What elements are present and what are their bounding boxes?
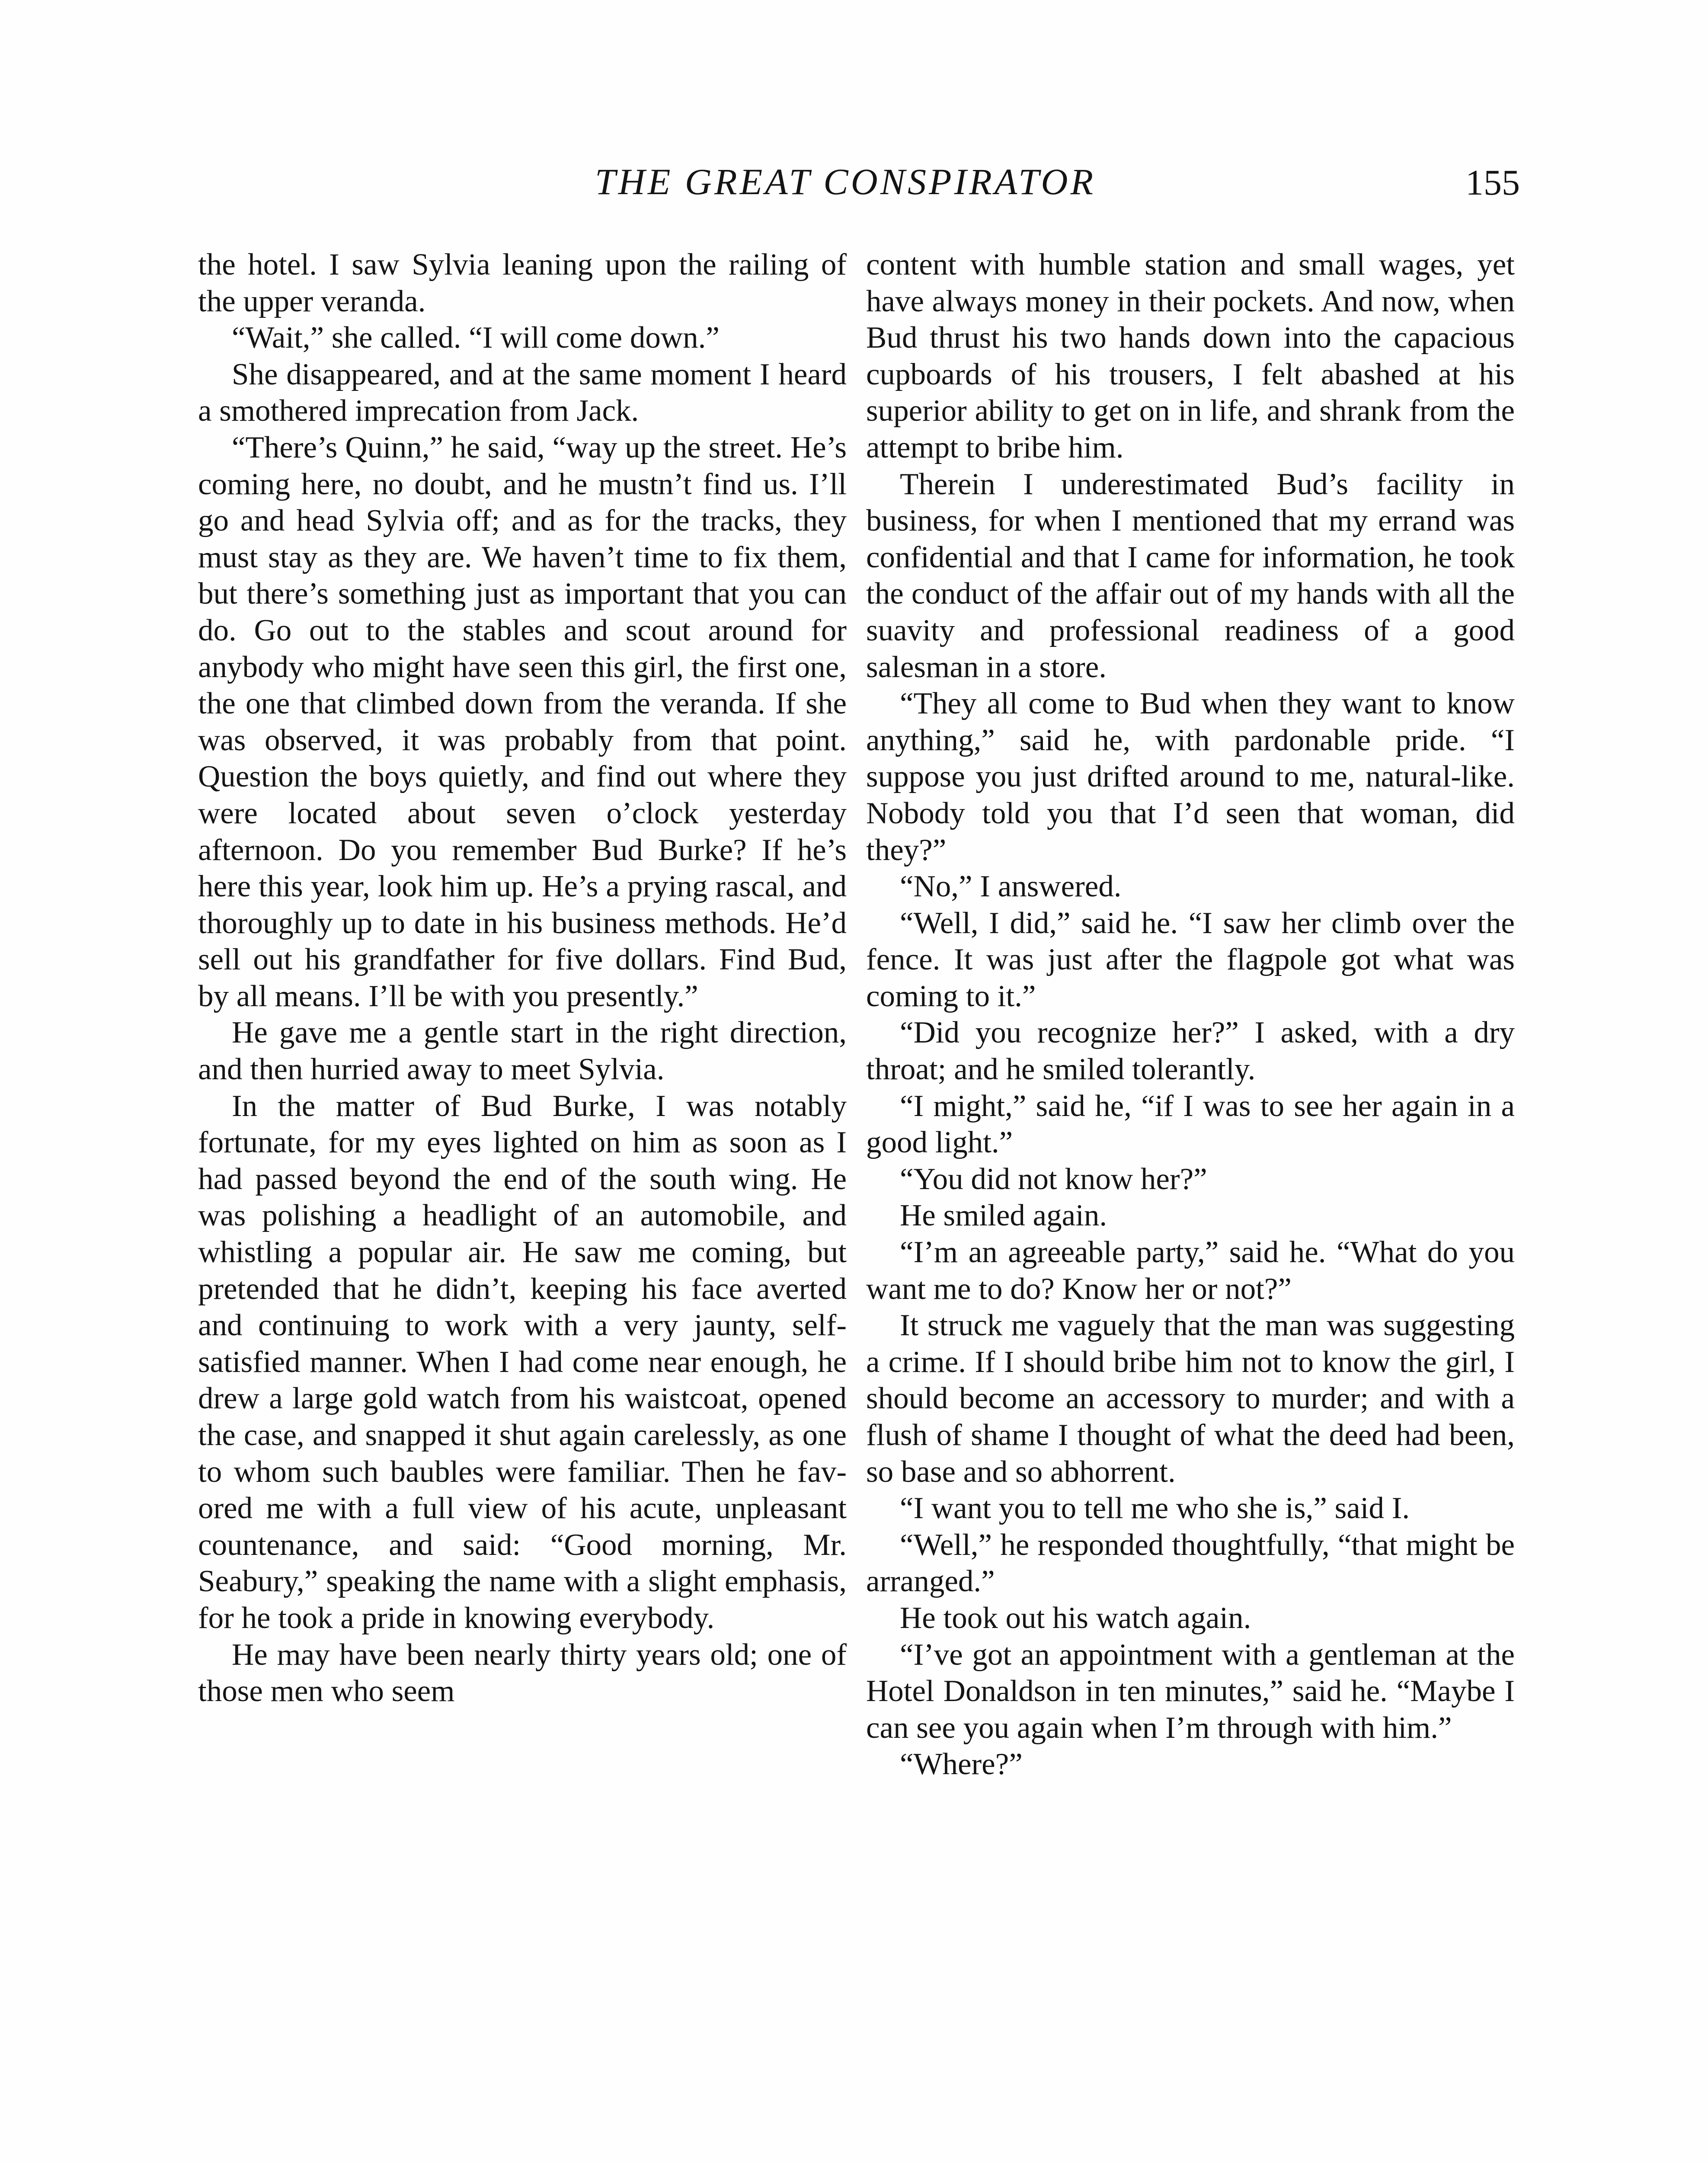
paragraph: “I want you to tell me who she is,” said I.: [900, 1491, 1410, 1526]
paragraph: In the matter of Bud Burke, I was notably fortunate, for my eyes lighted on him as soon as I had passed beyond the end of the south wing. He was polishing a headlight of an automobile, and whistling a popular air. He saw me coming, but pretended that he didn’t, keeping his face averted and continuing to work with a very jaunty, self-satisfied manner. When I had come near enough, he drew a large gold watch from his waistcoat, opened the case, and snapped it shut again carelessly, as one to whom such baubles were familiar. Then he favored me with a full view of his acute, unpleasant countenance, and said: “Good morning, Mr. Seabury,” speaking the name with a slight emphasis, for he took a pride in knowing everybody.: [198, 1089, 847, 1635]
paragraph: “You did not know her?”: [900, 1162, 1207, 1196]
paragraph: It struck me vaguely that the man was suggesting a crime. If I should bribe him not to know the girl, I should become an accessory to murder; and with a flush of shame I thought of what the deed had been, so base and so abhorrent.: [866, 1308, 1515, 1489]
page-header: [0, 160, 1708, 221]
paragraph: “Did you recognize her?” I asked, with a dry throat; and he smiled tolerantly.: [866, 1016, 1515, 1087]
paragraph: “There’s Quinn,” he said, “way up the street. He’s coming here, no doubt, and he mustn’t find us. I’ll go and head Sylvia off; and as for the tracks, they must stay as they are. We haven’t time to fix them, but there’s something just as important that you can do. Go out to the stables and scout around for anybody who might have seen this girl, the first one, the one that climbed down from the veranda. If she was observed, it was probably from that point. Question the boys quietly, and find out where they were located about seven o’clock yesterday afternoon. Do you remember Bud Burke? If he’s here this year, look him up. He’s a prying rascal, and thoroughly up to date in his business methods. He’d sell out his grandfather for five dollars. Find Bud, by all means. I’ll be with you presently.”: [198, 430, 847, 1013]
right-column: [866, 246, 1515, 2162]
paragraph: He gave me a gentle start in the right direction, and then hurried away to meet Sylvia.: [198, 1016, 847, 1087]
page-number: 155: [1465, 163, 1520, 203]
paragraph: Therein I underestimated Bud’s facility in business, for when I mentioned that my errand was confidential and that I came for information, he took the conduct of the affair out of my hands with all the suavity and professional readiness of a good salesman in a store.: [866, 467, 1515, 684]
paragraph: He took out his watch again.: [900, 1601, 1251, 1635]
paragraph: content with humble station and small wages, yet have always money in their pockets. And now, when Bud thrust his two hands down into the capacious cupboards of his trousers, I felt abashed at his superior ability to get on in life, and shrank from the attempt to bribe him.: [866, 248, 1515, 464]
left-column: [198, 246, 847, 2162]
running-title: THE GREAT CONSPIRATOR: [595, 161, 1096, 202]
paragraph: “I’m an agreeable party,” said he. “What do you want me to do? Know her or not?”: [866, 1235, 1515, 1306]
paragraph: “Where?”: [900, 1747, 1023, 1781]
paragraph: She disappeared, and at the same moment I heard a smothered imprecation from Jack.: [198, 357, 847, 428]
paragraph: “I might,” said he, “if I was to see her again in a good light.”: [866, 1089, 1515, 1160]
paragraph: He smiled again.: [900, 1199, 1107, 1233]
paragraph: the hotel. I saw Sylvia leaning upon the railing of the upper veranda.: [198, 248, 847, 318]
paragraph: “No,” I answered.: [900, 870, 1122, 904]
paragraph: “Well,” he responded thoughtfully, “that might be arranged.”: [866, 1528, 1515, 1599]
paragraph: “Wait,” she called. “I will come down.”: [232, 321, 720, 355]
paragraph: He may have been nearly thirty years old; one of those men who seem: [198, 1637, 847, 1708]
paragraph: “Well, I did,” said he. “I saw her climb over the fence. It was just after the flagpole got what was coming to it.”: [866, 906, 1515, 1013]
paragraph: “They all come to Bud when they want to know anything,” said he, with pardonable pride. “I suppose you just drifted around to me, natural-like. Nobody told you that I’d seen that woman, did they?”: [866, 687, 1515, 867]
paragraph: “I’ve got an appointment with a gentleman at the Hotel Donaldson in ten minutes,” said he. “Maybe I can see you again when I’m through with him.”: [866, 1637, 1515, 1745]
